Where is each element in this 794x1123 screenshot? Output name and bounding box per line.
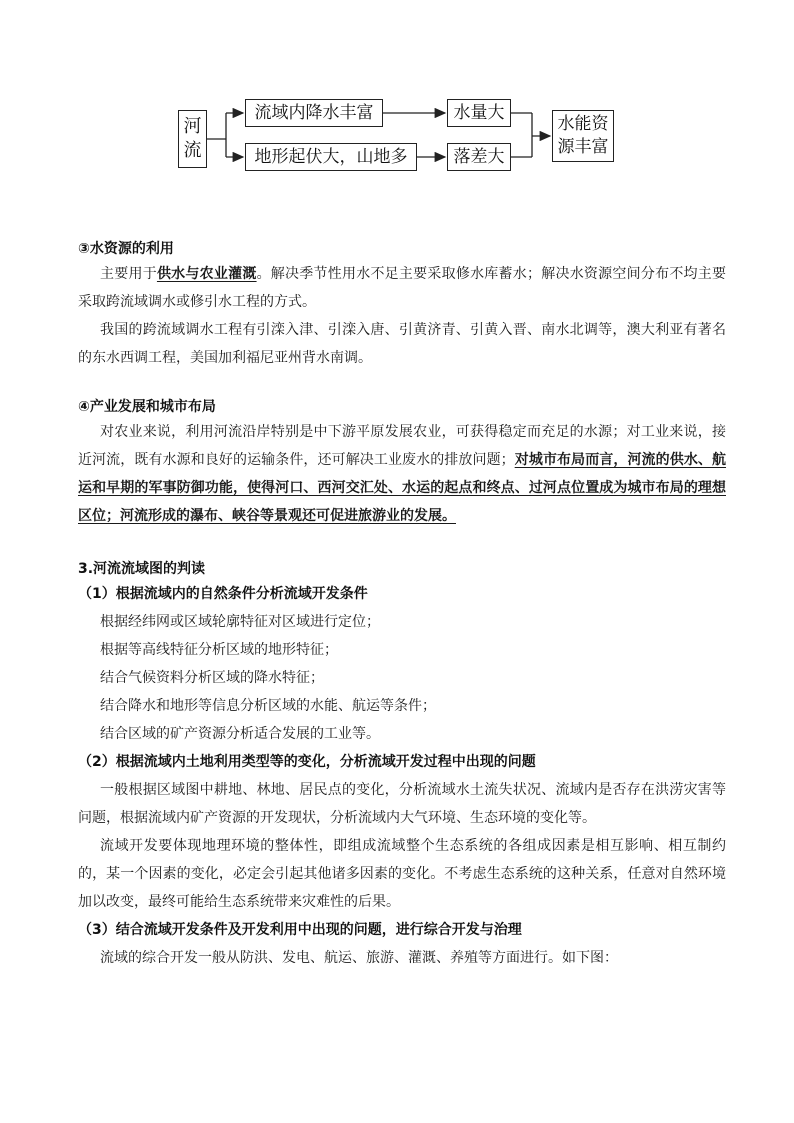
box-drop: 落差大	[447, 143, 511, 171]
box-terrain: 地形起伏大，山地多	[245, 143, 417, 171]
paragraph-comprehensive-dev: 流域的综合开发一般从防洪、发电、航运、旅游、灌溉、养殖等方面进行。如下图：	[100, 950, 618, 966]
list-item: 结合气候资料分析区域的降水特征；	[100, 670, 324, 686]
heading-water-use: ③水资源的利用	[78, 241, 174, 257]
box-energy-line1: 水能资	[557, 114, 609, 134]
box-river-line2: 流	[183, 140, 202, 161]
box-energy-line2: 源丰富	[557, 137, 609, 157]
box-hydro-energy	[552, 110, 614, 162]
emphasis-text: 对城市布局而言，河流的供水、航运和早期的军事防御功能，使得河口、西河交汇处、水运的起点和终点、过河点位置成为城市布局的理想区位；河流形成的瀑布、峡谷等景观还可促进旅游业的发展。	[78, 452, 727, 524]
paragraph-ecosystem: 流域开发要体现地理环境的整体性，即组成流域整个生态系统的各组成因素是相互影响、相互制约的，某一个因素的变化，必定会引起其他诸多因素的变化。不考虑生态系统的这种关系，任意对自然环境加以改变，最终可能给生态系统带来灾难性的后果。	[78, 838, 726, 910]
list-item: 根据等高线特征分析区域的地形特征；	[100, 642, 338, 658]
text-fragment: 主要用于	[100, 266, 157, 282]
paragraph-water-use-main	[78, 260, 726, 316]
box-river	[178, 110, 207, 168]
flow-diagram	[0, 0, 794, 200]
text-fragment: 对农业来说，利用河流沿岸特别是中下游平原发展农业，可获得稳定而充足的水源；对工业来说，接近河流，既有水源和良好的运输条件，还可解决工业废水的排放问题；	[78, 424, 726, 468]
box-rainfall: 流域内降水丰富	[245, 99, 383, 127]
heading-industry-city: ④产业发展和城市布局	[78, 399, 216, 415]
box-water-volume: 水量大	[447, 99, 511, 127]
subheading-3: （3）结合流域开发条件及开发利用中出现的问题，进行综合开发与治理	[78, 922, 522, 938]
paragraph-industry-city	[78, 418, 726, 530]
paragraph-land-use: 一般根据区域图中耕地、林地、居民点的变化，分析流域水土流失状况、流域内是否存在洪涝灾害等问题，根据流域内矿产资源的开发现状，分析流域内大气环境、生态环境的变化等。	[78, 782, 726, 826]
paragraph-water-transfer: 我国的跨流域调水工程有引滦入津、引滦入唐、引黄济青、引黄入晋、南水北调等，澳大利亚有著名的东水西调工程，美国加利福尼亚州背水南调。	[78, 322, 726, 366]
subheading-2: （2）根据流域内土地利用类型等的变化，分析流域开发过程中出现的问题	[78, 754, 536, 770]
text-fragment: 。解决季节性用水不足主要采取修水库蓄水；解决水资源空间分布不均主要采取跨流域调水或修引水工程的方式。	[78, 266, 727, 310]
emphasis-text: 供水与农业灌溉	[156, 266, 257, 282]
list-item: 结合区域的矿产资源分析适合发展的工业等。	[100, 726, 380, 742]
list-item: 结合降水和地形等信息分析区域的水能、航运等条件；	[100, 698, 436, 714]
heading-basin-map: 3.河流流域图的判读	[78, 561, 206, 577]
box-river-line1: 河	[183, 116, 202, 137]
subheading-1: （1）根据流域内的自然条件分析流域开发条件	[78, 586, 368, 602]
document-body	[78, 238, 726, 972]
list-item: 根据经纬网或区域轮廓特征对区域进行定位；	[100, 614, 380, 630]
